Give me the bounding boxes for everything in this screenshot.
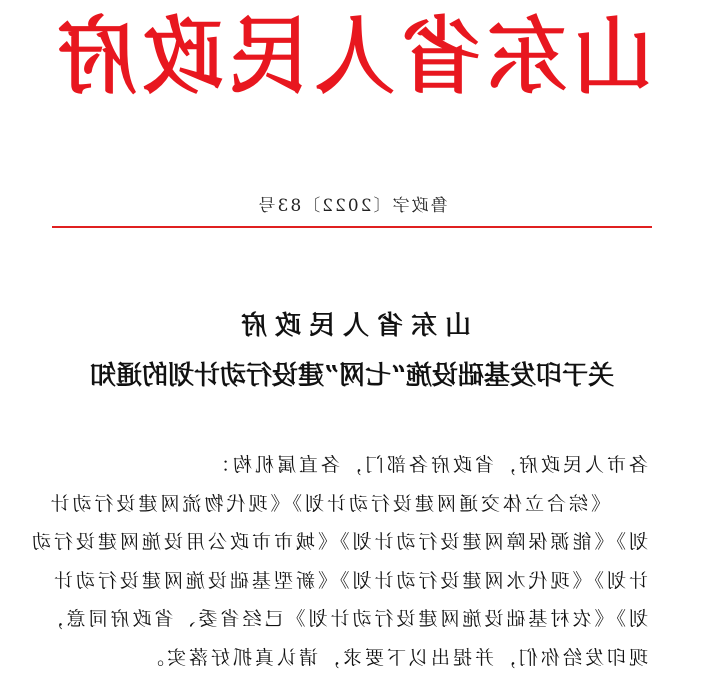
red-separator-line (52, 226, 652, 228)
title-issuer: 山东省人民政府 (0, 308, 704, 344)
body-line: 计划》《现代水网建设行动计划》《新型基础设施网建设行动计 (40, 562, 648, 601)
body-line: 现印发给你们，并提出以下要求，请认真抓好落实。 (40, 639, 648, 677)
masthead-title: 山东省人民政府 (0, 6, 704, 107)
salutation: 各市人民政府，省政府各部门，各直属机构： (40, 446, 648, 485)
title-subject: 关于印发基础设施“七网”建设行动计划的通知 (0, 358, 704, 394)
body-line: 《综合立体交通网建设行动计划》《现代物流网建设行动计 (40, 485, 648, 524)
body-line: 划》《能源保障网建设行动计划》《城市市政公用设施网建设行动 (40, 523, 648, 562)
body-line: 划》《农村基础设施网建设行动计划》已经省委、省政府同意， (40, 600, 648, 639)
body-text (40, 446, 648, 677)
document-number: 鲁政字〔2022〕83号 (0, 194, 704, 218)
